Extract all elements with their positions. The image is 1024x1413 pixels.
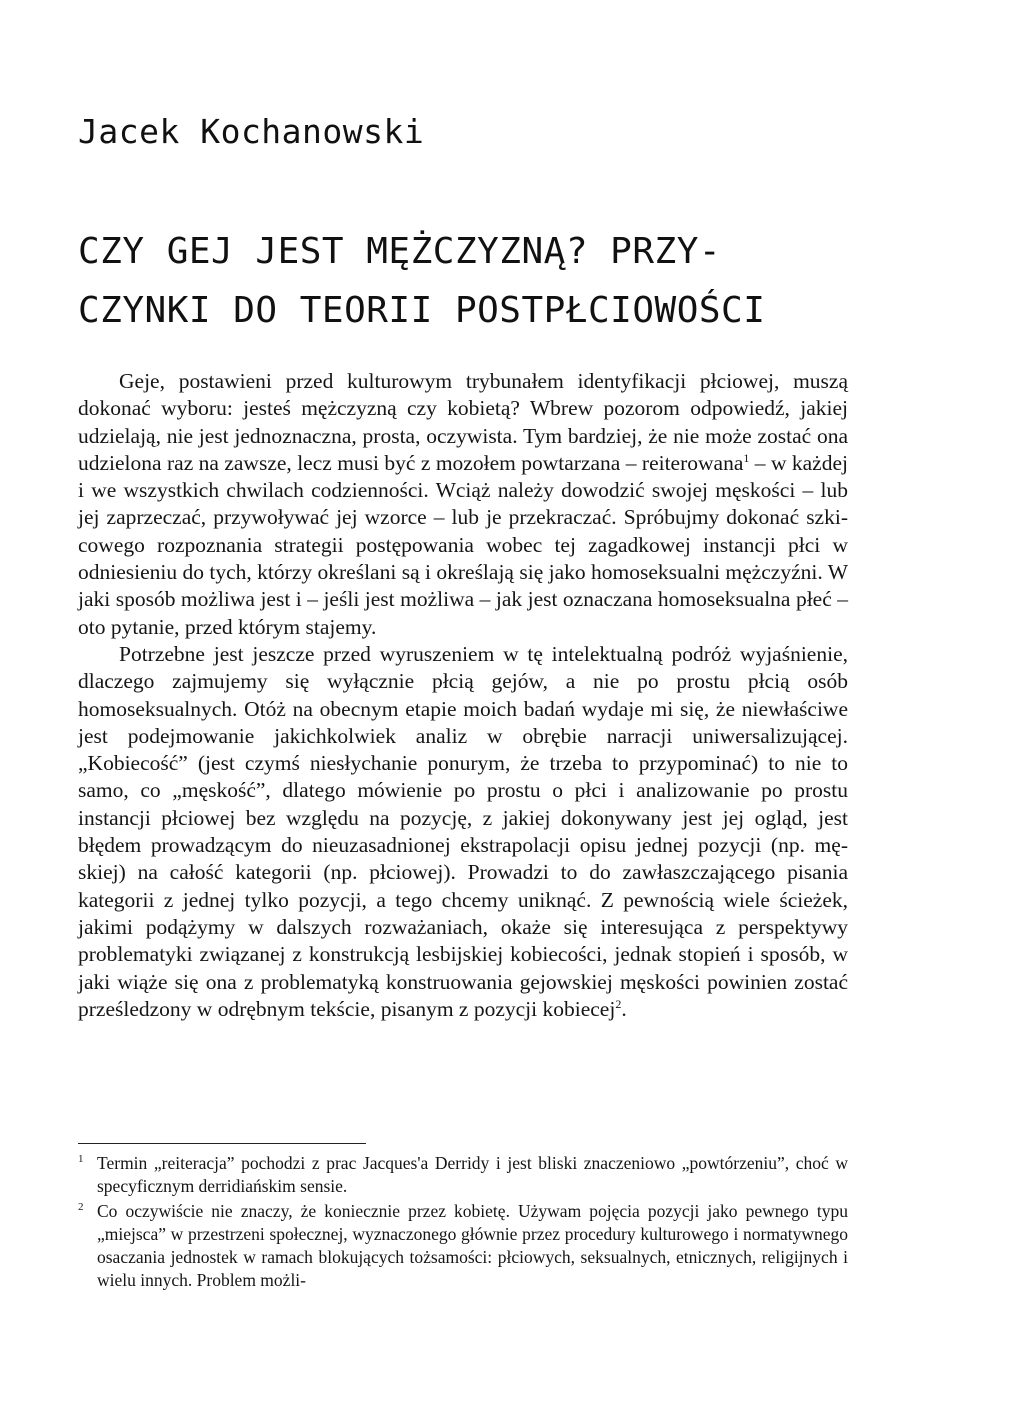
author-name: Jacek Kochanowski <box>78 112 425 151</box>
body-paragraph-2 <box>78 641 848 1023</box>
body-paragraph-1 <box>78 368 848 641</box>
paragraph-1-text-a: Geje, postawieni przed kulturowym trybunałem identyfikacji płciowej, muszą dokonać wyboru: jesteś mężczyzną czy kobietą? Wbrew pozorom odpowiedź, jakiej udzielają, nie jest jednoznaczna, prosta, oczywista. Tym bardziej, że nie może zostać ona udzielona raz na zawsze, lecz musi być z mozołem powtarzana – reiterowana <box>78 369 848 475</box>
footnote-1-text: Termin „reiteracja” pochodzi z prac Jacques'a Derridy i jest bliski znaczeniowo „powtórzeniu”, choć w specyficznym derridiańskim sensie. <box>97 1153 848 1196</box>
footnote-2-number: 2 <box>78 1201 84 1213</box>
article-body <box>78 368 848 1023</box>
footnote-2 <box>78 1200 848 1292</box>
article-title-line-1: CZY GEJ JEST MĘŻCZYZNĄ? PRZY- <box>78 231 722 272</box>
article-title-line-2: CZYNKI DO TEORII POSTPŁCIOWOŚCI <box>78 290 766 331</box>
footnote-1 <box>78 1152 848 1198</box>
article-title <box>78 222 858 340</box>
footnote-reference-2: 2 <box>615 996 622 1011</box>
paragraph-2-end: . <box>621 996 627 1021</box>
footnote-separator <box>78 1143 366 1144</box>
footnote-1-number: 1 <box>78 1153 84 1165</box>
footnote-2-text: Co oczywiście nie znaczy, że koniecznie przez kobietę. Używam pojęcia pozycji jako pewnego typu „miejsca” w przestrzeni społecznej, wyznaczonego głównie przez procedury kulturowego i normatywnego osaczania jednostek w ramach blokujących tożsamości: płciowych, seksualnych, etnicznych, religijnych i wielu innych. Problem możli- <box>97 1201 848 1290</box>
footnotes <box>78 1152 848 1294</box>
footnote-reference-1: 1 <box>743 450 750 465</box>
paragraph-2-text: Potrzebne jest jeszcze przed wyruszeniem w tę intelektualną podróż wyjaśnienie, dlaczego zajmujemy się wyłącznie płcią gejów, a nie po prostu płcią osób homoseksualnych. Otóż na obecnym etapie moich badań wydaje mi się, że niewłaściwe jest podejmowanie jakichkolwiek analiz w obrębie narracji uniwersalizującej. „Kobiecość” (jest czymś niesłychanie ponurym, że trzeba to przypominać) to nie to samo, co „męskość”, dlatego mówienie po prostu o płci i analizowanie po prostu instancji płciowej bez względu na pozycję, z jakiej dokonywany jest jej ogląd, jest błędem prowadzącym do nieuzasadnionej ekstrapolacji opisu jednej pozycji (np. męskiej) na całość kategorii (np. płciowej). Prowadzi to do zawłaszczającego pisania kategorii z jednej tylko pozycji, a tego chcemy uniknąć. Z pewnością wiele ścieżek, jakimi podążymy w dalszych rozważaniach, okaże się interesująca z perspektywy problematyki związanej z konstrukcją lesbijskiej kobiecości, jednak stopień i sposób, w jaki wiąże się ona z problematyką konstruowania gejowskiej męskości powinien zostać prześledzony w odrębnym tekście, pisanym z pozycji kobiecej <box>78 641 848 1021</box>
paragraph-1-text-b: – w każdej i we wszystkich chwilach codzienności. Wciąż należy dowodzić swojej męskości – lub jej zaprzeczać, przywoływać jej wzorce – lub je przekraczać. Spróbujmy dokonać szkicowego rozpoznania strategii postępowania wobec tej zagadkowej instancji płci w odniesieniu do tych, którzy określani są i określają się jako homoseksualni mężczyźni. W jaki sposób możliwa jest i – jeśli jest możliwa – jak jest oznaczana homoseksualna płeć – oto pytanie, przed którym stajemy. <box>78 450 848 639</box>
